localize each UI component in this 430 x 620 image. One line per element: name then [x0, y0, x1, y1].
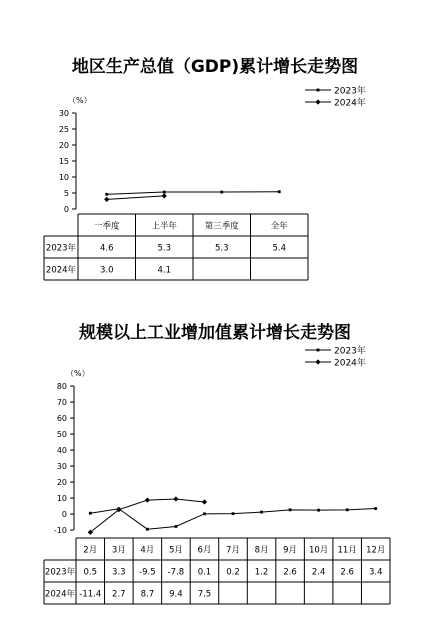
data-point	[146, 528, 149, 531]
y-tick-label: 0	[63, 205, 69, 214]
y-unit-label: （%）	[68, 96, 92, 105]
data-label: 4.1	[157, 265, 172, 276]
x-tick-label: 全年	[270, 221, 288, 232]
data-label: 2.6	[340, 567, 354, 578]
table-row-label: 2023年	[44, 567, 76, 578]
data-label: 1.2	[254, 567, 269, 578]
data-label: 5.4	[272, 243, 287, 254]
data-point	[89, 512, 92, 515]
data-point	[145, 497, 150, 502]
y-tick-label: 30	[56, 462, 67, 471]
data-label: 0.1	[197, 567, 212, 578]
x-tick-label: 12月	[366, 545, 386, 556]
table-row-label: 2024年	[44, 589, 76, 600]
x-tick-label: 8月	[254, 545, 269, 556]
y-tick-label: 70	[56, 398, 67, 407]
data-label: 5.3	[214, 243, 229, 254]
data-label: 4.6	[99, 243, 114, 254]
data-label: 2.6	[283, 567, 297, 578]
y-tick-label: 10	[58, 173, 69, 182]
x-tick-label: 9月	[283, 545, 298, 556]
y-tick-label: 60	[56, 414, 67, 423]
table-row-label: 2024年	[45, 265, 77, 276]
y-tick-label: -10	[53, 526, 67, 535]
x-tick-label: 11月	[337, 545, 357, 556]
y-tick-label: 80	[56, 382, 67, 391]
table-row-label: 2023年	[45, 243, 77, 254]
data-point	[289, 508, 292, 511]
data-label: 3.3	[112, 567, 126, 578]
legend-label: 2024年	[334, 98, 366, 109]
legend-marker	[315, 359, 320, 364]
data-label: -7.8	[167, 567, 185, 578]
series-line	[90, 509, 375, 530]
data-label: -9.5	[139, 567, 156, 578]
x-tick-label: 6月	[197, 545, 212, 556]
data-label: -11.4	[79, 589, 102, 600]
data-label: 0.5	[83, 567, 98, 578]
data-label: 5.3	[157, 243, 172, 254]
data-label: 9.4	[169, 589, 183, 600]
data-point	[317, 509, 320, 512]
legend-label: 2023年	[334, 346, 366, 357]
data-label: 3.4	[368, 567, 383, 578]
data-label: 3.0	[99, 265, 114, 276]
y-tick-label: 0	[61, 510, 67, 519]
chart-title: 地区生产总值（GDP)累计增长走势图	[71, 57, 359, 77]
data-point	[260, 511, 263, 514]
x-tick-label: 第三季度	[204, 221, 239, 232]
data-point	[346, 508, 349, 511]
x-tick-label: 4月	[140, 545, 155, 556]
data-point	[173, 496, 178, 501]
x-tick-label: 一季度	[93, 221, 120, 232]
y-tick-label: 40	[56, 446, 67, 455]
data-point	[374, 507, 377, 510]
y-tick-label: 15	[58, 157, 69, 166]
x-tick-label: 7月	[226, 545, 240, 556]
chart-title: 规模以上工业增加值累计增长走势图	[79, 323, 351, 343]
series-line	[90, 499, 204, 532]
data-label: 2.4	[311, 567, 326, 578]
y-tick-label: 5	[63, 189, 69, 198]
data-label: 2.7	[112, 589, 126, 600]
y-tick-label: 30	[58, 109, 69, 118]
y-tick-label: 25	[58, 125, 69, 134]
x-tick-label: 10月	[308, 545, 329, 556]
data-label: 7.5	[197, 589, 212, 600]
y-tick-label: 20	[58, 141, 69, 150]
x-tick-label: 3月	[111, 545, 126, 556]
legend-marker	[317, 349, 320, 352]
legend-label: 2023年	[334, 86, 366, 97]
y-tick-label: 50	[56, 430, 67, 439]
legend-label: 2024年	[334, 358, 366, 369]
y-tick-label: 20	[56, 478, 67, 487]
y-tick-label: 10	[56, 494, 67, 503]
data-point	[202, 499, 207, 504]
data-point	[175, 525, 178, 528]
x-tick-label: 2月	[83, 545, 98, 556]
x-tick-label: 上半年	[151, 221, 178, 232]
data-point	[232, 512, 235, 515]
data-point	[203, 512, 206, 515]
data-label: 0.2	[226, 567, 240, 578]
x-tick-label: 5月	[168, 545, 183, 556]
data-label: 8.7	[140, 589, 155, 600]
y-unit-label: （%）	[66, 369, 90, 378]
